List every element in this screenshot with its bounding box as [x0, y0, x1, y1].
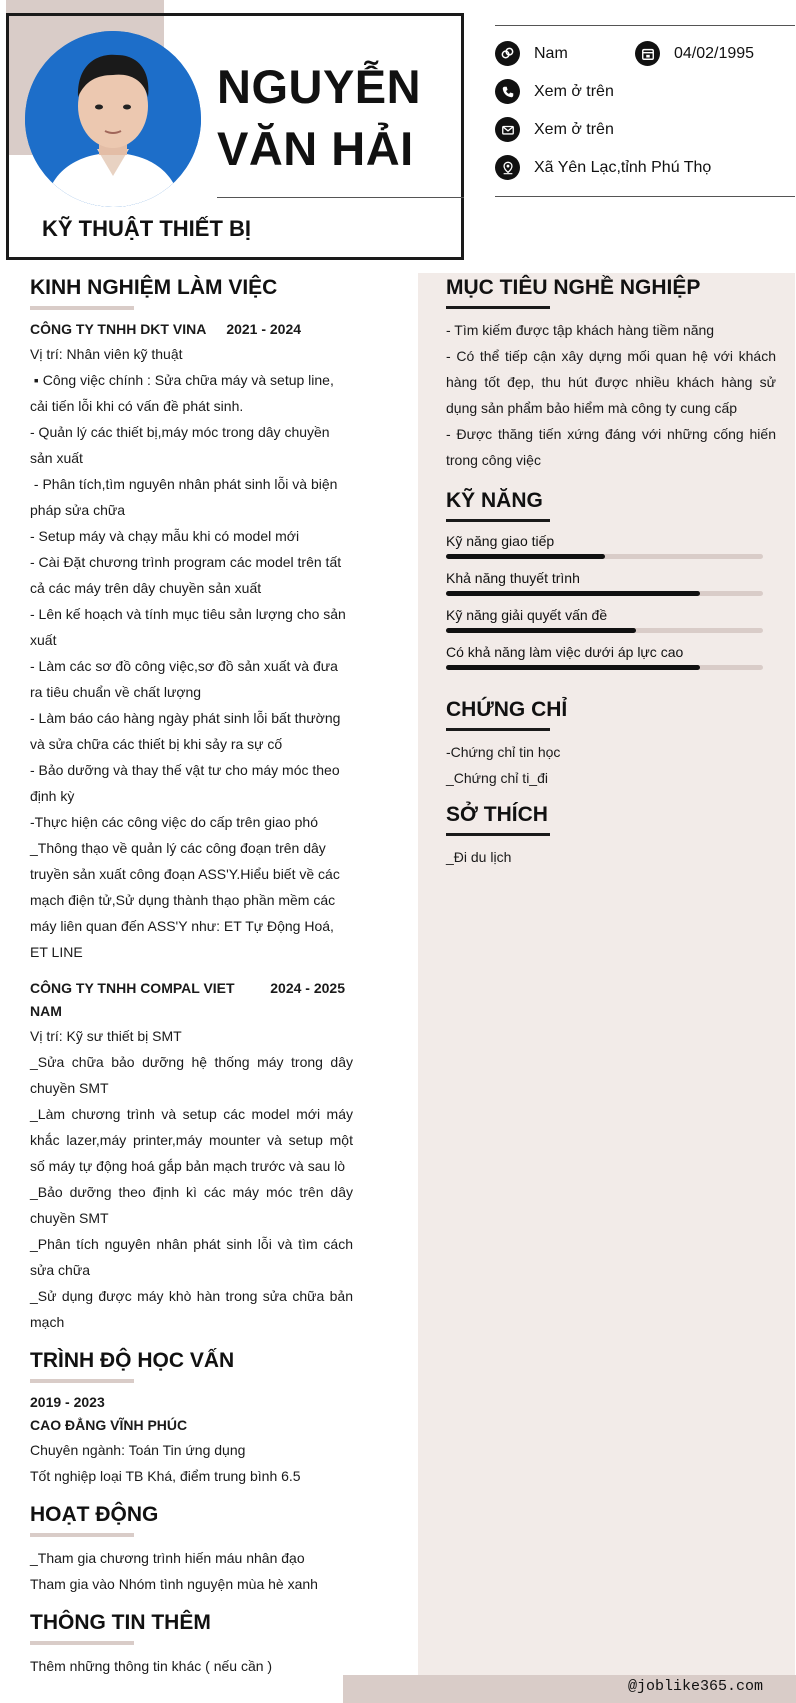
job-line: - Phân tích,tìm nguyên nhân phát sinh lỗi và biện pháp sửa chữa: [30, 476, 342, 518]
experience-title: KINH NGHIỆM LÀM VIỆC: [30, 276, 278, 299]
hobbies-title: SỞ THÍCH: [446, 803, 548, 826]
name-divider: [217, 197, 464, 198]
job-line: -Thực hiện các công việc do cấp trên giao phó: [30, 814, 318, 830]
gender-value: Nam: [534, 44, 568, 62]
skill-bar-track: [446, 628, 763, 633]
section-underline: [30, 1641, 134, 1645]
job-line: - Làm các sơ đồ công việc,sơ đồ sản xuất và đưa ra tiêu chuẩn về chất lượng: [30, 658, 338, 700]
section-underline: [446, 306, 550, 309]
job-line: - Setup máy và chạy mẫu khi có model mới: [30, 528, 300, 544]
job-line: _Thông thạo về quản lý các công đoạn trên dây truyền sản xuất công đoạn ASS'Y.Hiểu biết về các mạch điện tử,Sử dụng thành thạo phần mềm các máy liên quan đến ASS'Y như: ET Tự Động Hoá, ET LINE: [30, 840, 340, 960]
contact-address: [495, 155, 711, 180]
education-grade: Tốt nghiệp loại TB Khá, điểm trung bình 6.5: [30, 1468, 301, 1484]
section-underline: [30, 1379, 134, 1383]
section-underline: [446, 728, 550, 731]
activities-list: [30, 1545, 353, 1597]
certificates-list: [446, 739, 776, 791]
job-line: - Quản lý các thiết bị,máy móc trong dây chuyền sản xuất: [30, 424, 330, 466]
name-line-1: NGUYỄN: [217, 60, 422, 113]
job-line: _Sử dụng được máy khò hàn trong sửa chữa bản mạch: [30, 1288, 353, 1330]
education-major: Chuyên ngành: Toán Tin ứng dụng: [30, 1442, 246, 1458]
certificates-title: CHỨNG CHỈ: [446, 698, 568, 721]
section-underline: [446, 833, 550, 836]
objective-item: - Được thăng tiến xứng đáng với những cống hiến trong công việc: [446, 426, 776, 468]
education-details: [30, 1437, 353, 1489]
job-line: - Lên kế hoạch và tính mục tiêu sản lượng cho sản xuất: [30, 606, 346, 648]
email-icon: [495, 117, 520, 142]
skill-bar-track: [446, 665, 763, 670]
skill-label: Kỹ năng giải quyết vấn đề: [446, 607, 608, 623]
calendar-icon: [635, 41, 660, 66]
activity-item: _Tham gia chương trình hiến máu nhân đạo: [30, 1550, 305, 1566]
activity-item: Tham gia vào Nhóm tình nguyện mùa hè xanh: [30, 1576, 318, 1592]
skill-item: [446, 567, 776, 596]
skill-bar-track: [446, 554, 763, 559]
job-header: [30, 318, 353, 341]
job-title: KỸ THUẬT THIẾT BỊ: [42, 216, 251, 241]
left-column: [30, 272, 353, 1679]
job-company: CÔNG TY TNHH COMPAL VIET NAM: [30, 980, 235, 1019]
job-period: 2021 - 2024: [226, 321, 302, 337]
hobby-item: _Đi du lịch: [446, 849, 512, 865]
contact-divider-top: [495, 25, 795, 26]
job-line: ▪ Công việc chính : Sửa chữa máy và setup line, cải tiến lỗi khi có vấn đề phát sinh.: [30, 372, 338, 414]
skill-label: Có khả năng làm việc dưới áp lực cao: [446, 644, 684, 660]
certificate-item: -Chứng chỉ tin học: [446, 744, 561, 760]
birthdate-value: 04/02/1995: [674, 44, 755, 62]
objective-item: - Có thể tiếp cận xây dựng mối quan hệ với khách hàng tốt đẹp, thu hút được nhiều khách hàng sử dụng sản phẩm bảo hiểm mà công ty cung cấp: [446, 348, 776, 416]
section-underline: [30, 306, 134, 310]
job-description: [30, 1023, 353, 1335]
section-underline: [30, 1533, 134, 1537]
skill-item: [446, 641, 776, 670]
contact-phone: [495, 79, 614, 104]
location-pin-icon: [495, 155, 520, 180]
contact-divider-bottom: [495, 196, 795, 197]
phone-value: Xem ở trên: [534, 82, 614, 100]
job-line: _Sửa chữa bảo dưỡng hệ thống máy trong dây chuyền SMT: [30, 1054, 353, 1096]
extra-info-title: THÔNG TIN THÊM: [30, 1611, 211, 1634]
skill-label: Kỹ năng giao tiếp: [446, 533, 555, 549]
hobbies-list: [446, 844, 776, 870]
candidate-name: [217, 56, 421, 180]
skills-title: KỸ NĂNG: [446, 489, 543, 512]
job-line: - Bảo dưỡng và thay thế vật tư cho máy móc theo định kỳ: [30, 762, 340, 804]
avatar-portrait: [25, 31, 201, 207]
right-column: [446, 272, 776, 870]
skill-bar-fill: [446, 628, 636, 633]
skill-label: Khả năng thuyết trình: [446, 570, 580, 586]
skills-list: [446, 530, 776, 670]
address-value: Xã Yên Lạc,tỉnh Phú Thọ: [534, 158, 712, 176]
job-line: Vị trí: Nhân viên kỹ thuật: [30, 346, 183, 362]
skill-bar-fill: [446, 665, 700, 670]
footer-watermark: @joblike365.com: [628, 1678, 764, 1695]
job-period: 2024 - 2025: [270, 980, 345, 996]
objective-item: - Tìm kiếm được tập khách hàng tiềm năng: [446, 322, 715, 338]
objective-list: [446, 317, 776, 473]
name-line-2: VĂN HẢI: [217, 122, 414, 175]
job-entry-2: [30, 977, 353, 1335]
education-title: TRÌNH ĐỘ HỌC VẤN: [30, 1349, 235, 1372]
avatar: [25, 31, 201, 207]
skill-bar-track: [446, 591, 763, 596]
job-description: [30, 341, 353, 965]
job-line: Vị trí: Kỹ sư thiết bị SMT: [30, 1028, 182, 1044]
skill-item: [446, 530, 776, 559]
job-line: _Phân tích nguyên nhân phát sinh lỗi và tìm cách sửa chữa: [30, 1236, 353, 1278]
job-line: - Làm báo cáo hàng ngày phát sinh lỗi bất thường và sửa chữa các thiết bị khi sảy ra sự cố: [30, 710, 341, 752]
activities-title: HOẠT ĐỘNG: [30, 1503, 159, 1526]
objective-title: MỤC TIÊU NGHỀ NGHIỆP: [446, 276, 701, 299]
education-school: CAO ĐẲNG VĨNH PHÚC: [30, 1417, 188, 1433]
contact-gender: [495, 41, 568, 66]
job-company: CÔNG TY TNHH DKT VINA: [30, 321, 207, 337]
job-line: _Làm chương trình và setup các model mới máy khắc lazer,máy printer,máy mounter và setup một số máy tự động hoá gắp bản mạch trước và sau lò: [30, 1106, 353, 1174]
phone-icon: [495, 79, 520, 104]
certificate-item: _Chứng chỉ ti_đi: [446, 770, 548, 786]
email-value: Xem ở trên: [534, 120, 614, 138]
section-underline: [446, 519, 550, 522]
skill-bar-fill: [446, 554, 605, 559]
job-line: - Cài Đặt chương trình program các model trên tất cả các máy trên dây chuyền sản xuất: [30, 554, 342, 596]
job-entry-1: [30, 318, 353, 965]
job-header: [30, 977, 353, 1023]
contact-email: [495, 117, 614, 142]
education-period: 2019 - 2023: [30, 1394, 105, 1410]
skill-item: [446, 604, 776, 633]
skill-bar-fill: [446, 591, 700, 596]
extra-info-text: Thêm những thông tin khác ( nếu cần ): [30, 1658, 273, 1674]
gender-icon: [495, 41, 520, 66]
contact-birthdate: [635, 41, 754, 66]
job-line: _Bảo dưỡng theo định kì các máy móc trên dây chuyền SMT: [30, 1184, 353, 1226]
